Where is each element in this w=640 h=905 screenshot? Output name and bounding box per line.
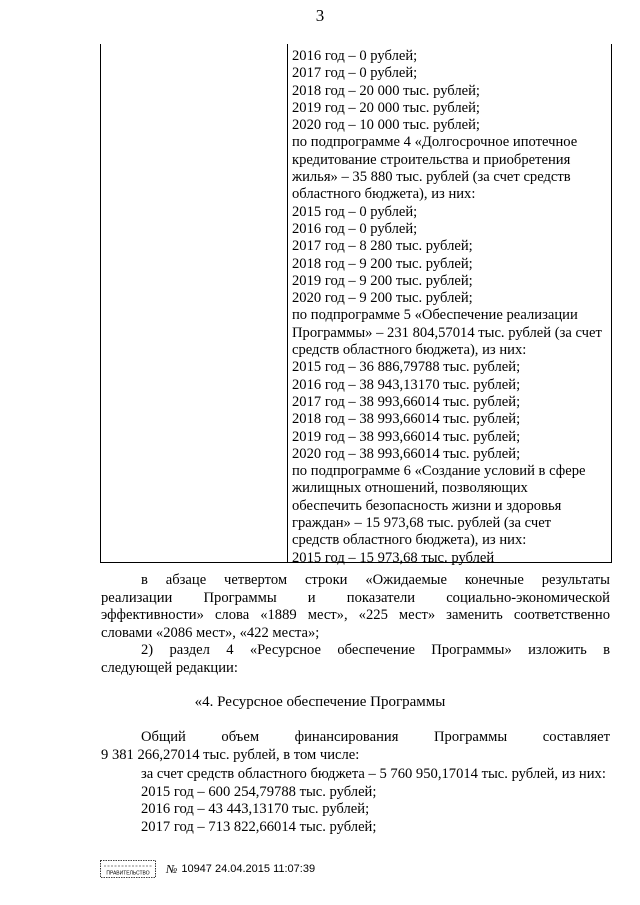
table-line: обеспечить безопасность жизни и здоровья [292, 497, 562, 514]
table-line: областного бюджета), из них: [292, 186, 476, 203]
table-line: 2018 год – 20 000 тыс. рублей; [292, 82, 480, 99]
paragraph-line: следующей редакции: [101, 659, 238, 676]
table-line: по подпрограмме 5 «Обеспечение реализации [292, 307, 578, 324]
table-line: средств областного бюджета), из них: [292, 532, 527, 549]
table-right-cell [292, 48, 608, 567]
table-line: по подпрограмме 4 «Долгосрочное ипотечное [292, 134, 578, 151]
table-line: 2020 год – 38 993,66014 тыс. рублей; [292, 445, 521, 462]
table-line: 2020 год – 9 200 тыс. рублей; [292, 290, 473, 307]
stamp-text: ПРАВИТЕЛЬСТВО [106, 870, 150, 877]
government-stamp-icon [100, 860, 156, 878]
table-line: 2017 год – 38 993,66014 тыс. рублей; [292, 393, 521, 410]
paragraph-line: 2) раздел 4 «Ресурсное обеспечение Программы» изложить в [141, 642, 610, 658]
table-line: 2016 год – 38 943,13170 тыс. рублей; [292, 376, 521, 393]
continuation-table [100, 44, 612, 566]
table-line: 2015 год – 36 886,79788 тыс. рублей; [292, 359, 521, 376]
table-line: 2019 год – 38 993,66014 тыс. рублей; [292, 428, 521, 445]
table-line: 2018 год – 38 993,66014 тыс. рублей; [292, 411, 521, 428]
paragraph-line: реализации Программы и показатели социально-экономической [101, 589, 610, 606]
registration-number: 10947 24.04.2015 11:07:39 [181, 863, 316, 875]
paragraph-line: 9 381 266,27014 тыс. рублей, в том числе: [101, 746, 360, 763]
funding-line: 2015 год – 600 254,79788 тыс. рублей; [141, 783, 377, 800]
amendment-paragraph [101, 572, 610, 642]
registration-sign: № [166, 861, 178, 876]
table-line: Программы» – 231 804,57014 тыс. рублей (за счет [292, 324, 602, 341]
table-line: 2016 год – 0 рублей; [292, 220, 418, 237]
table-line: 2017 год – 8 280 тыс. рублей; [292, 238, 473, 255]
table-left-cell [101, 44, 288, 562]
paragraph-line: эффективности» слова «1889 мест», «225 мест» заменить соответственно [101, 607, 610, 624]
table-line: кредитование строительства и приобретения [292, 151, 571, 168]
paragraph-line: Общий объем финансирования Программы составляет [141, 729, 610, 745]
funding-line: 2017 год – 713 822,66014 тыс. рублей; [141, 818, 377, 835]
table-line: граждан» – 15 973,68 тыс. рублей (за счет [292, 515, 552, 532]
registration-footer [100, 858, 315, 880]
table-line: 2018 год – 9 200 тыс. рублей; [292, 255, 473, 272]
section-paragraph [101, 642, 610, 677]
table-line: 2016 год – 0 рублей; [292, 48, 418, 64]
table-line: жилья» – 35 880 тыс. рублей (за счет средств [292, 169, 571, 186]
table-line: 2019 год – 20 000 тыс. рублей; [292, 99, 480, 116]
section-heading: «4. Ресурсное обеспечение Программы [194, 694, 446, 710]
table-line: 2019 год – 9 200 тыс. рублей; [292, 272, 473, 289]
table-line: по подпрограмме 6 «Создание условий в сфере [292, 463, 586, 480]
regional-budget-list [141, 766, 606, 836]
paragraph-line: в абзаце четвертом строки «Ожидаемые конечные результаты [141, 572, 610, 588]
table-line: 2015 год – 15 973,68 тыс. рублей [292, 549, 495, 566]
total-funding-paragraph [101, 729, 610, 764]
paragraph-line: словами «2086 мест», «422 места»; [101, 624, 320, 641]
table-line: средств областного бюджета), из них: [292, 342, 527, 359]
table-line: 2015 год – 0 рублей; [292, 203, 418, 220]
table-line: 2017 год – 0 рублей; [292, 65, 418, 82]
page-number: 3 [315, 6, 325, 25]
table-line: 2020 год – 10 000 тыс. рублей; [292, 117, 480, 134]
table-line: жилищных отношений, позволяющих [292, 480, 528, 497]
funding-line: за счет средств областного бюджета – 5 760 950,17014 тыс. рублей, из них: [141, 766, 606, 782]
funding-line: 2016 год – 43 443,13170 тыс. рублей; [141, 801, 370, 818]
